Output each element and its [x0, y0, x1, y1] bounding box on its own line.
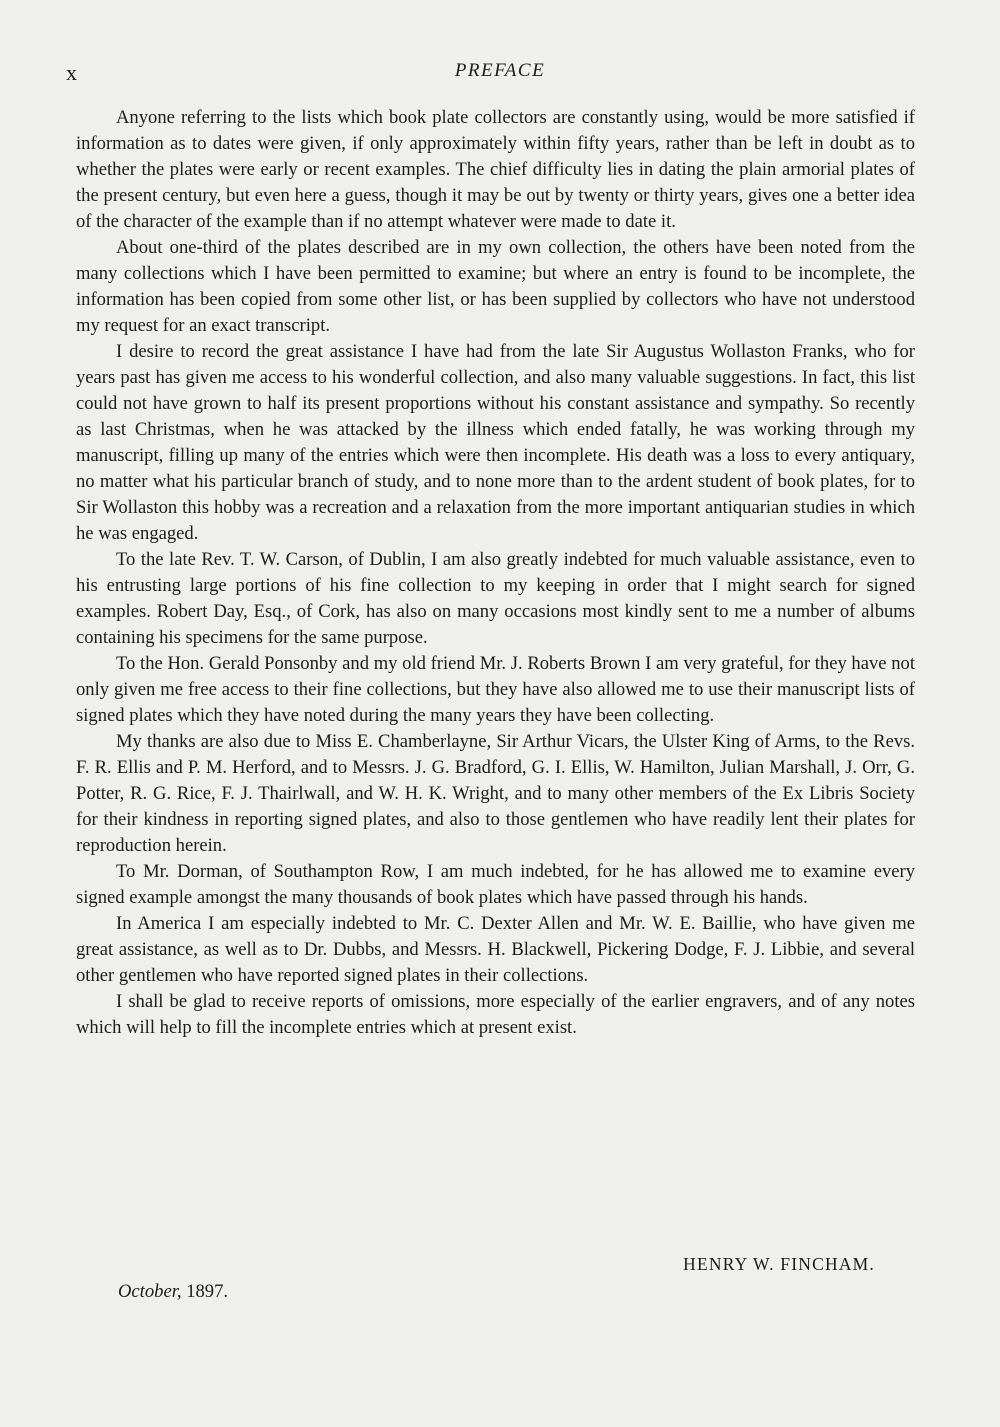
paragraph: To the Hon. Gerald Ponsonby and my old friend Mr. J. Roberts Brown I am very grateful, for they have not only given me free access to their fine collections, but they have also allowed me to use their manuscript lists of signed plates which they have noted during the many years they have been collecting.: [76, 653, 915, 726]
paragraph: To Mr. Dorman, of Southampton Row, I am much indebted, for he has allowed me to examine every signed example amongst the many thousands of book plates which have passed through his hands.: [76, 861, 915, 908]
paragraph: In America I am especially indebted to Mr. C. Dexter Allen and Mr. W. E. Baillie, who have given me great assistance, as well as to Dr. Dubbs, and Messrs. H. Blackwell, Pickering Dodge, F. J. Libbie, and several other gentlemen who have reported signed plates in their collections.: [76, 913, 915, 986]
paragraph: I desire to record the great assistance I have had from the late Sir Augustus Wollaston Franks, who for years past has given me access to his wonderful collection, and also many valuable suggestions. In fact, this list could not have grown to half its present proportions without his constant assistance and sympathy. So recently as last Christmas, when he was attacked by the illness which ended fatally, he was working through my manuscript, filling up many of the entries which were then incomplete. His death was a loss to every antiquary, no matter what his particular branch of study, and to none more than to the ardent student of book plates, for to Sir Wollaston this hobby was a recreation and a relaxation from the more important antiquarian studies in which he was engaged.: [76, 341, 915, 544]
paragraph: My thanks are also due to Miss E. Chamberlayne, Sir Arthur Vicars, the Ulster King of Arms, to the Revs. F. R. Ellis and P. M. Herford, and to Messrs. J. G. Bradford, G. I. Ellis, W. Hamilton, Julian Marshall, J. Orr, G. Potter, R. G. Rice, F. J. Thairlwall, and W. H. K. Wright, and to many other members of the Ex Libris Society for their kindness in reporting signed plates, and also to those gentlemen who have readily lent their plates for reproduction herein.: [76, 731, 915, 856]
dateline: [118, 1281, 228, 1303]
date-year: 1897.: [186, 1281, 229, 1302]
running-head-title: PREFACE: [454, 60, 546, 81]
date-month: October,: [118, 1281, 182, 1302]
paragraph: Anyone referring to the lists which book plate collectors are constantly using, would be more satisfied if information as to dates were given, if only approximately within fifty years, rather than be left in doubt as to whether the plates were early or recent examples. The chief difficulty lies in dating the plain armorial plates of the present century, but even here a guess, though it may be out by twenty or thirty years, gives one a better idea of the character of the example than if no attempt whatever were made to date it.: [76, 107, 915, 232]
page-number: x: [66, 60, 78, 85]
author-signature: HENRY W. FINCHAM.: [683, 1254, 875, 1274]
paragraph: I shall be glad to receive reports of omissions, more especially of the earlier engravers, and of any notes which will help to fill the incomplete entries which at present exist.: [76, 991, 915, 1038]
paragraph: To the late Rev. T. W. Carson, of Dublin, I am also greatly indebted for much valuable assistance, even to his entrusting large portions of his fine collection to my keeping in order that I might search for signed examples. Robert Day, Esq., of Cork, has also on many occasions most kindly sent to me a number of albums containing his specimens for the same purpose.: [76, 549, 915, 648]
paragraph: About one-third of the plates described are in my own collection, the others have been noted from the many collections which I have been permitted to examine; but where an entry is found to be incomplete, the information has been copied from some other list, or has been supplied by collectors who have not understood my request for an exact transcript.: [76, 237, 915, 336]
preface-body: [76, 105, 915, 1041]
